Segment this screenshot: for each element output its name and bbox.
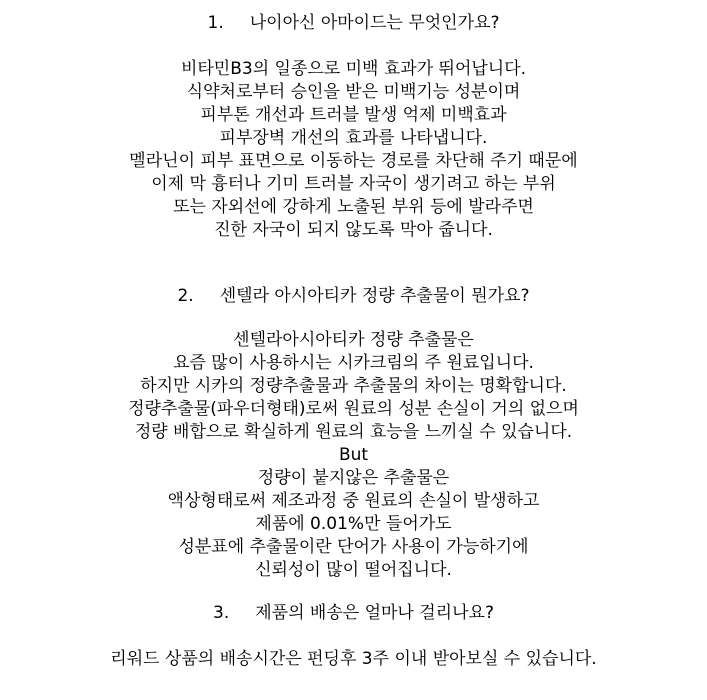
- faq-answer-line: 성분표에 추출물이란 단어가 사용이 가능하기에: [178, 537, 529, 557]
- faq-question-3: [0, 602, 707, 624]
- faq-answer-line: 멜라닌이 피부 표면으로 이동하는 경로를 차단해 주기 때문에: [129, 151, 578, 171]
- faq-answer-line: 신뢰성이 많이 떨어집니다.: [255, 560, 452, 580]
- faq-answer-line: 비타민B3의 일종으로 미백 효과가 뛰어납니다.: [180, 59, 527, 79]
- faq-answer-line: 정량이 붙지않은 추출물은: [257, 468, 450, 488]
- faq-question-2: [0, 285, 707, 307]
- faq-answer-line: 요즘 많이 사용하시는 시카크림의 주 원료입니다.: [173, 353, 534, 373]
- faq-number-3: 3.: [213, 603, 230, 623]
- faq-answer-line: 피부장벽 개선의 효과를 나타냅니다.: [219, 128, 488, 148]
- faq-answer-line: 액상형태로써 제조과정 중 원료의 손실이 발생하고: [167, 491, 540, 511]
- faq-answer-line: But: [338, 445, 369, 465]
- faq-answer-line: 식약처로부터 승인을 받은 미백기능 성분이며: [186, 82, 521, 102]
- faq-answer-line: 또는 자외선에 강하게 노출된 부위 등에 발라주면: [173, 197, 534, 217]
- faq-question-text-3: 제품의 배송은 얼마나 걸리나요?: [255, 603, 494, 623]
- faq-answer-line: 하지만 시카의 정량추출물과 추출물의 차이는 명확합니다.: [140, 376, 567, 396]
- faq-answer-line: 정량추출물(파우더형태)로써 원료의 성분 손실이 거의 없으며: [128, 399, 579, 419]
- faq-answer-line: 진한 자국이 되지 않도록 막아 줍니다.: [214, 220, 493, 240]
- faq-question-text-1: 나이아신 아마이드는 무엇인가요?: [249, 13, 500, 33]
- faq-answer-line: 리워드 상품의 배송시간은 펀딩후 3주 이내 받아보실 수 있습니다.: [110, 649, 597, 669]
- faq-question-text-2: 센텔라 아시아티카 정량 추출물이 뭔가요?: [219, 286, 530, 306]
- faq-question-1: [0, 12, 707, 34]
- faq-number-2: 2.: [177, 286, 194, 306]
- faq-number-1: 1.: [207, 13, 224, 33]
- faq-answer-line: 센텔라아시아티카 정량 추출물은: [233, 330, 474, 350]
- faq-answer-line: 피부톤 개선과 트러블 발생 억제 미백효과: [200, 105, 507, 125]
- faq-answer-line: 이제 막 흉터나 기미 트러블 자국이 생기려고 하는 부위: [151, 174, 556, 194]
- faq-answer-line: 정량 배합으로 확실하게 원료의 효능을 느끼실 수 있습니다.: [134, 422, 573, 442]
- faq-answer-line: 제품에 0.01%만 들어가도: [255, 514, 452, 534]
